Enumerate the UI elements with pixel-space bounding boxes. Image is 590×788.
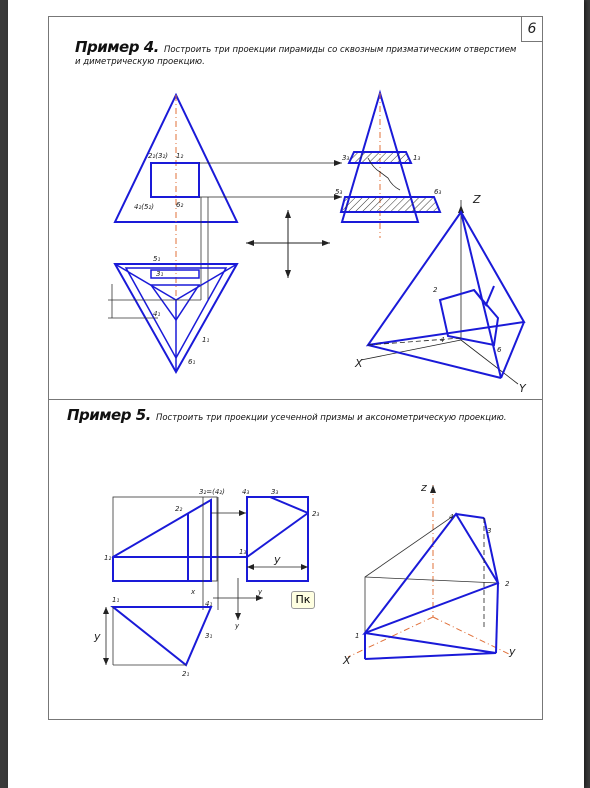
- example4-axonometric: [361, 200, 524, 384]
- ex4-label: 4: [440, 336, 445, 344]
- example4-side-view: [341, 93, 440, 238]
- ex5-label: 2₃: [312, 510, 320, 518]
- ex5-label: 1₂: [104, 554, 112, 562]
- ex4-label: 6₁: [188, 358, 196, 366]
- example4-front-view: [115, 95, 342, 372]
- ex5-dim-y: y: [274, 553, 281, 566]
- ex5-label: 1₁: [112, 596, 120, 604]
- ex4-label: 3₁: [156, 270, 164, 278]
- ex5-label: 3₁: [205, 632, 213, 640]
- ex4-label: 1₂: [176, 152, 184, 160]
- ex4-label: 1₁: [202, 336, 210, 344]
- example4-heading: Пример 4.: [75, 38, 159, 56]
- example5-side-view: [247, 497, 308, 581]
- ex5-label: 3: [487, 527, 492, 535]
- ex4-label: 2₂(3₂): [148, 152, 168, 160]
- document-page: [8, 0, 584, 788]
- ex5-label: 3₂=(4₂): [199, 488, 225, 496]
- ex5-axis-x: X: [343, 654, 351, 667]
- ex5-label: 4₁: [205, 600, 213, 608]
- ex4-axis-x: X: [355, 357, 363, 370]
- ex4-label: 5₃: [335, 188, 343, 196]
- ex5-label: 2₁: [182, 670, 190, 678]
- ex4-label: 5₁: [153, 255, 161, 263]
- example4-task-line2: и диметрическую проекцию.: [75, 57, 205, 67]
- example4-projection-arrows: [246, 210, 330, 278]
- ex5-label: y: [258, 588, 263, 596]
- page-number: 6: [521, 17, 542, 42]
- ex4-label: 6: [497, 346, 502, 354]
- ex4-label: 4₂(5₂): [134, 203, 154, 211]
- ex5-label: y: [235, 622, 240, 630]
- ex4-label: 2: [433, 286, 438, 294]
- ex5-label: 1₃: [239, 548, 247, 556]
- example5-task-line: Построить три проекции усеченной призмы и аксонометрическую проекцию.: [155, 413, 507, 423]
- ex4-label: 6₂: [176, 201, 184, 209]
- ex4-axis-y: Y: [519, 382, 526, 395]
- ex5-axis-y: y: [509, 645, 516, 658]
- example4-top-view: [108, 264, 237, 372]
- example5-front-view: [113, 497, 248, 610]
- ex5-label: 3₃: [271, 488, 279, 496]
- ex4-axis-z: Z: [473, 193, 481, 206]
- example5-axonometric: [348, 485, 511, 659]
- ex5-label: 4₃: [242, 488, 250, 496]
- example4-task-line1: Построить три проекции пирамиды со сквозным призматическим отверстием: [163, 45, 517, 55]
- example5-heading: Пример 5.: [67, 406, 151, 424]
- example5-axis-cross: [213, 578, 263, 620]
- ex4-label: 3₃: [342, 154, 350, 162]
- ex4-label: 4₁: [153, 310, 161, 318]
- example5-top-view: [103, 607, 211, 665]
- ex5-axis-z: z: [421, 481, 427, 494]
- tooltip: Пк: [291, 591, 315, 609]
- ex4-label: 1₃: [413, 154, 421, 162]
- ex5-label: 2: [505, 580, 510, 588]
- ex5-label: 2₂: [175, 505, 183, 513]
- example4-labels: [134, 152, 527, 395]
- ex5-label: x: [191, 588, 196, 596]
- ex5-dim-y: y: [94, 630, 101, 643]
- ex5-label: 4: [449, 513, 454, 521]
- ex5-label: 1: [355, 632, 360, 640]
- technical-drawings: [8, 0, 584, 788]
- ex4-label: 6₃: [434, 188, 442, 196]
